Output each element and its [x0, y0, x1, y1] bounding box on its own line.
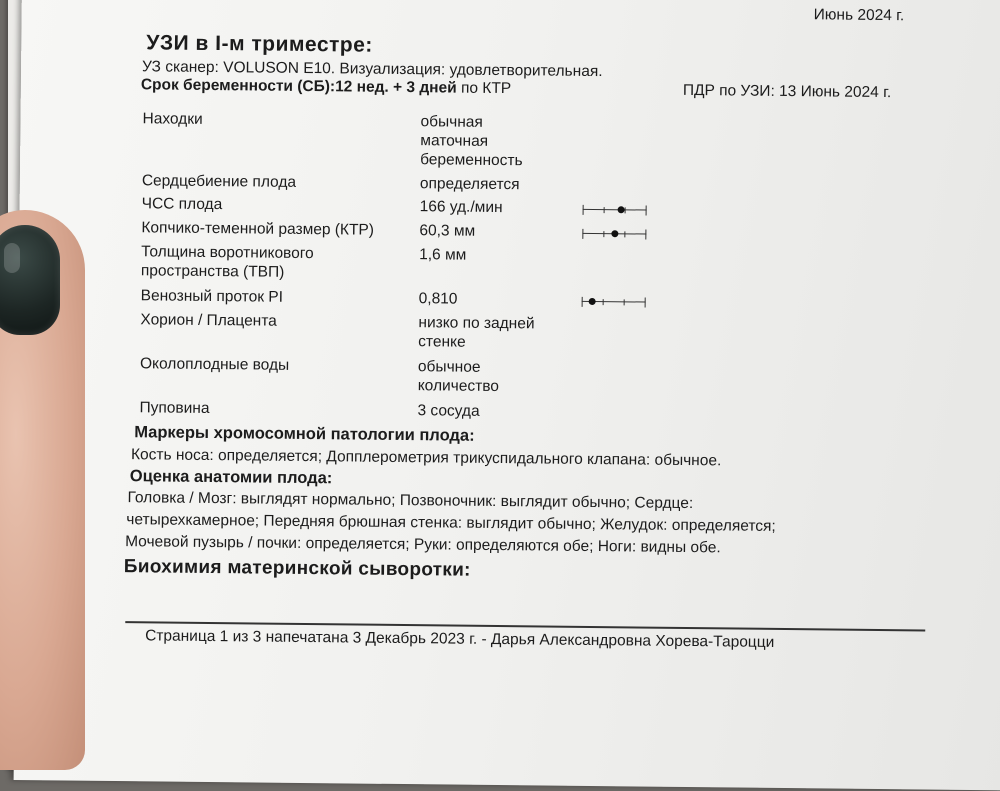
row-value-amniotic-1: обычное [417, 358, 481, 376]
biochem-heading: Биохимия материнской сыворотки: [123, 556, 471, 581]
row-label-nt-2: пространства (ТВП) [140, 262, 285, 281]
page-footer: Страница 1 из 3 напечатана 3 Декабрь 2023 г. - Дарья Александровна Хорева-Тароцци [145, 627, 775, 651]
row-value-nt: 1,6 мм [419, 246, 467, 264]
row-value-placenta-1: низко по задней [418, 314, 535, 333]
row-value-cord: 3 сосуда [417, 402, 480, 420]
row-label-placenta: Хорион / Плацента [140, 311, 277, 330]
markers-text: Кость носа: определяется; Допплерометрия трикуспидального клапана: обычное. [130, 446, 722, 470]
ductus-range-gauge [582, 297, 646, 308]
row-label-crl: Копчико-теменной размер (КТР) [141, 219, 375, 239]
report-title: УЗИ в I-м триместре: [146, 31, 373, 57]
row-value-fhr: 166 уд./мин [419, 198, 503, 217]
row-value-findings-3: беременность [420, 151, 523, 170]
row-value-placenta-2: стенке [418, 333, 466, 351]
fhr-range-gauge [583, 205, 647, 216]
row-value-heartbeat: определяется [419, 175, 520, 194]
row-label-amniotic: Околоплодные воды [139, 355, 290, 374]
row-value-findings-1: обычная [420, 113, 483, 131]
term-suffix: по КТР [460, 79, 512, 98]
anatomy-line-2: четырехкамерное; Передняя брюшная стенка: выглядит обычно; Желудок: определяется; [126, 511, 776, 535]
fingernail [0, 225, 60, 335]
crl-gauge-marker [611, 230, 618, 237]
scanner-line: УЗ сканер: VOLUSON E10. Визуализация: удовлетворительная. [142, 58, 603, 81]
anatomy-heading: Оценка анатомии плода: [129, 467, 333, 488]
row-value-ductus: 0,810 [418, 290, 458, 308]
term-value: Срок беременности (СБ):12 нед. + 3 дней [140, 76, 457, 97]
row-label-findings: Находки [142, 110, 203, 128]
crl-range-gauge [582, 229, 646, 240]
row-label-fhr: ЧСС плода [141, 195, 223, 214]
row-value-amniotic-2: количество [417, 377, 500, 396]
row-label-ductus: Венозный проток PI [140, 287, 284, 306]
markers-heading: Маркеры хромосомной патологии плода: [134, 423, 475, 445]
term-line [141, 76, 511, 98]
header-date: Июнь 2024 г. [813, 6, 905, 25]
report-page [14, 0, 1000, 791]
row-value-crl: 60,3 мм [419, 222, 476, 240]
pdr-date: ПДР по УЗИ: 13 Июнь 2024 г. [682, 81, 892, 102]
row-label-nt-1: Толщина воротникового [141, 243, 314, 263]
anatomy-line-3: Мочевой пузырь / почки: определяется; Руки: определяются обе; Ноги: видны обе. [125, 533, 721, 557]
row-label-cord: Пуповина [139, 399, 210, 417]
row-label-heartbeat: Сердцебиение плода [141, 172, 297, 191]
anatomy-line-1: Головка / Мозг: выглядят нормально; Позвоночник: выглядит обычно; Сердце: [127, 489, 694, 513]
ductus-gauge-marker [588, 298, 595, 305]
row-value-findings-2: маточная [420, 132, 489, 150]
